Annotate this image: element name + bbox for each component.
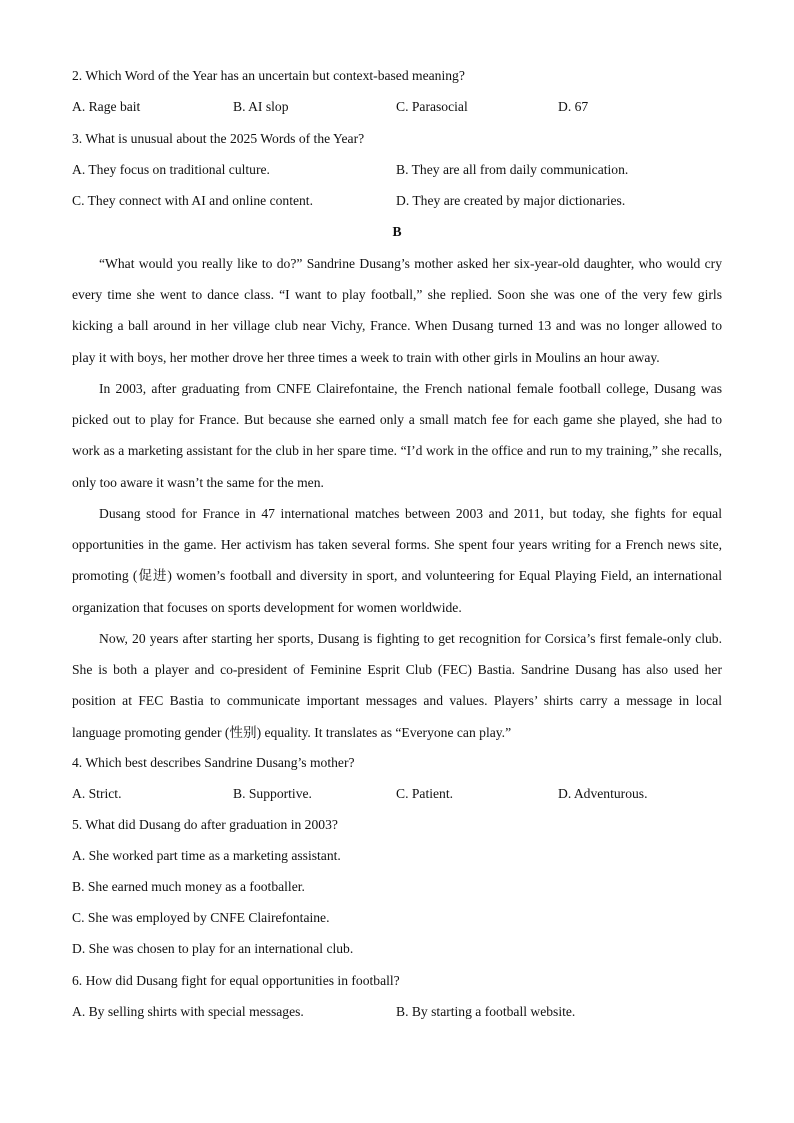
question-3-option-a: A. They focus on traditional culture. — [72, 162, 270, 177]
question-2-stem: 2. Which Word of the Year has an uncertain but context-based meaning? — [72, 68, 465, 83]
question-2-option-d: D. 67 — [558, 99, 589, 114]
question-5-option-b: B. She earned much money as a footballer. — [72, 879, 305, 894]
question-6-option-a: A. By selling shirts with special messages. — [72, 1004, 304, 1019]
question-4-option-b: B. Supportive. — [233, 786, 312, 801]
question-2-option-b: B. AI slop — [233, 99, 289, 114]
question-5-stem: 5. What did Dusang do after graduation in 2003? — [72, 817, 338, 832]
question-3-stem: 3. What is unusual about the 2025 Words of the Year? — [72, 131, 365, 146]
passage-paragraph-4: Now, 20 years after starting her sports, Dusang is fighting to get recognition for Corsica’s first female-only club. She is both a player and co-president of Feminine Esprit Club (FEC) Bastia. Sandrine Dusang has also used her position at FEC Bastia to communicate important messages and values. Players’ shirts carry a message in local language promoting gender (性别) equality. It translates as “Everyone can play.” — [72, 631, 722, 740]
passage-paragraph-1: “What would you really like to do?” Sandrine Dusang’s mother asked her six-year-old daughter, who would cry every time she went to dance class. “I want to play football,” she replied. Soon she was one of the very few girls kicking a ball around in her village club near Vichy, France. When Dusang turned 13 and was no longer allowed to play it with boys, her mother drove her three times a week to train with other girls in Moulins an hour away. — [72, 256, 722, 365]
question-3-option-c: C. They connect with AI and online content. — [72, 193, 313, 208]
question-4-option-d: D. Adventurous. — [558, 786, 648, 801]
section-b-heading: B — [392, 224, 402, 239]
question-2-option-a: A. Rage bait — [72, 99, 141, 114]
question-5-option-d: D. She was chosen to play for an international club. — [72, 941, 354, 956]
question-5-option-c: C. She was employed by CNFE Clairefontaine. — [72, 910, 330, 925]
passage-paragraph-3: Dusang stood for France in 47 international matches between 2003 and 2011, but today, she fights for equal opportunities in the game. Her activism has taken several forms. She spent four years writing for a French news site, promoting (促进) women’s football and diversity in sport, and volunteering for Equal Playing Field, an international organization that focuses on sports development for women worldwide. — [72, 506, 722, 615]
question-4-option-c: C. Patient. — [396, 786, 454, 801]
question-3-option-b: B. They are all from daily communication. — [396, 162, 629, 177]
question-4-stem: 4. Which best describes Sandrine Dusang’s mother? — [72, 755, 355, 770]
question-5-option-a: A. She worked part time as a marketing assistant. — [72, 848, 341, 863]
question-3-option-d: D. They are created by major dictionaries. — [396, 193, 626, 208]
passage-paragraph-2: In 2003, after graduating from CNFE Clairefontaine, the French national female football college, Dusang was picked out to play for France. But because she earned only a small match fee for each game she played, she had to work as a marketing assistant for the club in her spare time. “I’d work in the office and run to my training,” she recalls, only too aware it wasn’t the same for the men. — [72, 381, 722, 490]
question-2-option-c: C. Parasocial — [396, 99, 468, 114]
question-6-option-b: B. By starting a football website. — [396, 1004, 576, 1019]
question-6-stem: 6. How did Dusang fight for equal opportunities in football? — [72, 973, 400, 988]
question-4-option-a: A. Strict. — [72, 786, 122, 801]
